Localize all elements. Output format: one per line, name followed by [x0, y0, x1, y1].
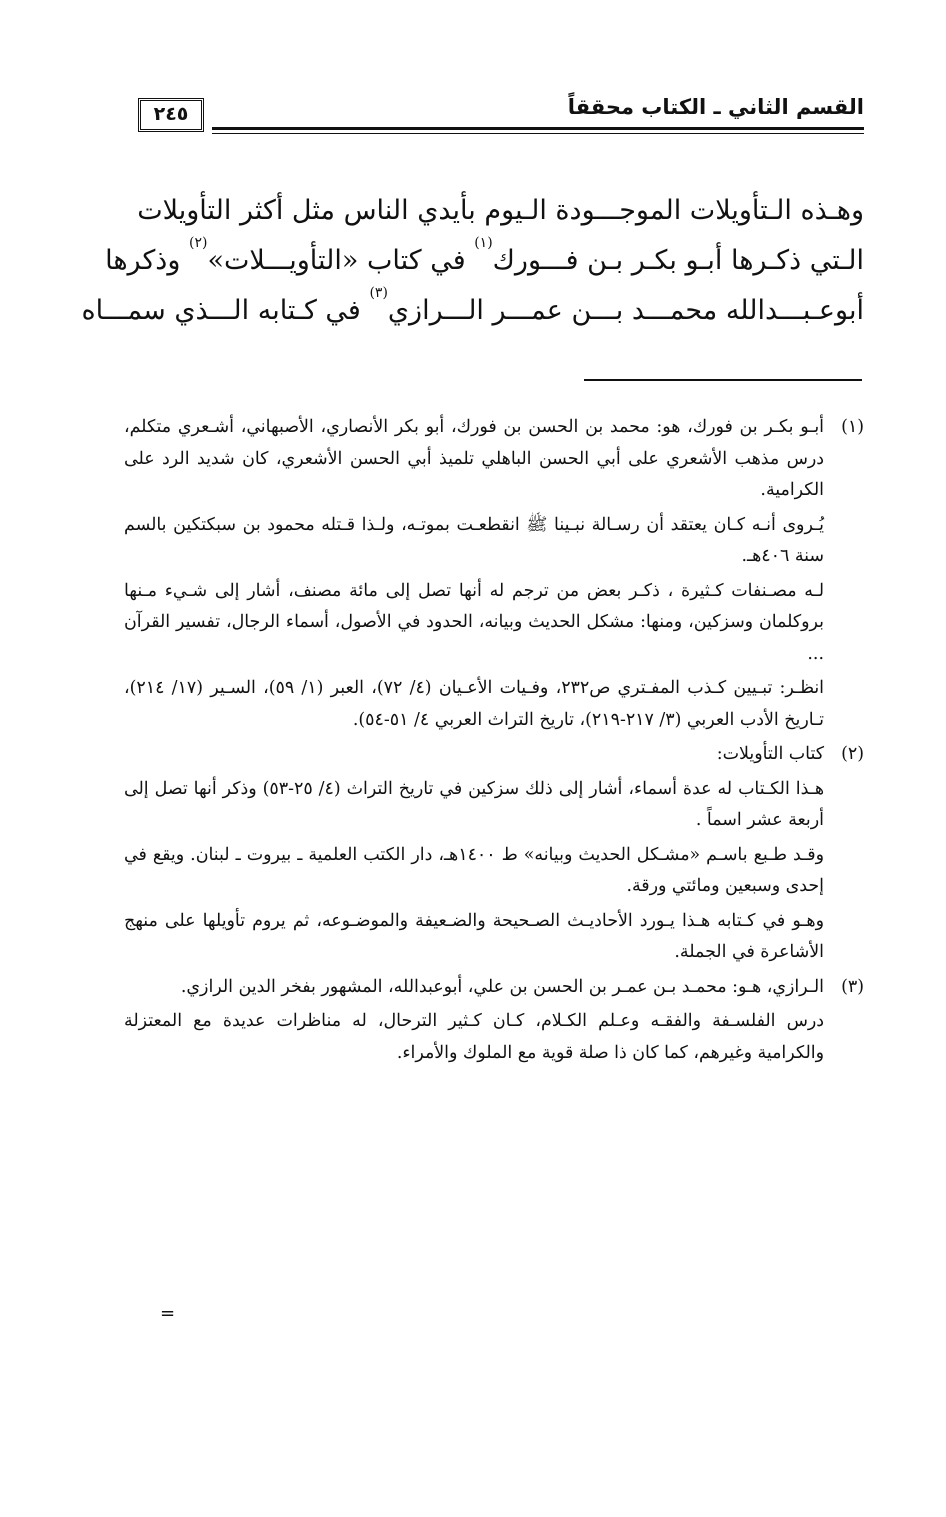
footnote-3-para-1: الـرازي، هـو: محمـد بـن عمـر بن الحسن بن علي، أبوعبدالله، المشهور بفخر الدين الرازي. [180, 976, 824, 997]
main-line-3-text-b: في كـتابه الـــذي سمـــاه [81, 295, 370, 326]
main-line-1-text: وهـذه الـتأويلات الموجـــودة الـيوم بأيدي الناس مثل أكثر التأويلات [137, 195, 864, 226]
main-line-1 [137, 186, 864, 236]
page-number: ٢٤٥ [138, 98, 204, 132]
footnote-1 [124, 412, 864, 736]
footnote-3-marker: (٣) [841, 976, 864, 997]
header-rule [212, 127, 864, 130]
footnote-ref-2: (٢) [188, 235, 208, 251]
footnote-3-para-2: درس الفلسـفة والفقـه وعـلم الكـلام، كـان كـثير الترحال، له مناظرات عديدة مع المعتزلة والكرامية وغيرهم، كما كان ذا صلة قوية مع الملوك والأمراء. [124, 1011, 824, 1063]
footnote-2-para-2: هـذا الكـتاب له عدة أسماء، أشار إلى ذلك سزكين في تاريخ التراث (٤/ ٢٥-٥٣) وذكر أنها تصل إلى أربعة عشر اسماً . [124, 778, 825, 830]
header-rule-thin [212, 133, 864, 134]
footnote-separator [584, 379, 862, 381]
footnote-3 [124, 972, 864, 1070]
main-line-2-text-c: وذكرها [105, 245, 189, 276]
footnote-2-marker: (٢) [841, 744, 864, 764]
main-line-2 [105, 235, 864, 286]
footnote-1-para-3: لـه مصـنفات كـثيرة ، ذكـر بعض من ترجم له أنها تصل إلى مائة مصنف، أشار إلى شـيء مـنها بروكلمان وسزكين، ومنها: مشكل الحديث وبيانه، الحدود في الأصول، أسماء الرجال، تفسير القرآن ... [124, 580, 824, 664]
footnotes [124, 412, 864, 1072]
running-title: القسم الثاني ـ الكتاب محققاً [567, 95, 864, 119]
footnote-ref-1: (١) [474, 235, 493, 251]
footnote-2-para-4: وهـو في كـتابه هـذا يـورد الأحاديـث الصـحيحة والضـعيفة والموضـوعه، ثم يروم تأويلها على منهج الأشاعرة في الجملة. [124, 910, 824, 962]
footnote-2 [124, 739, 864, 969]
footnote-1-para-1: أبـو بكـر بن فورك، هو: محمد بن الحسن بن فورك، أبو بكر الأنصاري، الأصبهاني، أشـعري متكلم، درس مذهب الأشعري على أبي الحسن الباهلي تلميذ أبي الحسن الأشعري، كان شديد الرد على الكرامية. [124, 417, 824, 500]
main-line-3-text-a: أبوعـبـــدالله محمـــد بـــن عمـــر الـــرازي [387, 295, 864, 326]
footnote-2-para-3: وقـد طـبع باسـم «مشـكل الحديث وبيانه» ط ١٤٠٠هـ، دار الكتب العلمية ـ بيروت ـ لبنان. ويقع في إحدى وسبعين ومائتي ورقة. [124, 844, 824, 896]
main-line-2-text-b: في كتاب «التأويـــلات» [207, 245, 475, 276]
footnote-ref-3: (٣) [369, 285, 388, 301]
main-line-3 [81, 285, 864, 336]
main-line-2-text-a: الـتي ذكـرها أبـو بكـر بـن فـــورك [492, 245, 864, 276]
footnote-1-para-4: انظـر: تبـيين كـذب المفـتري ص٢٣٢، وفـيات الأعـيان (٤/ ٧٢)، العبر (١/ ٥٩)، السـير (١٧/ ٢١٤)، تـاريخ الأدب العربي (٣/ ٢١٧-٢١٩)، تاريخ التراث العربي ٤/ ٥١-٥٤). [124, 678, 825, 730]
page-header [138, 94, 864, 140]
continuation-mark: = [160, 1303, 176, 1324]
footnote-1-para-2: يُـروى أنـه كـان يعتقد أن رسـالة نبـينا ﷺ انقطعـت بموتـه، ولـذا قـتله محمود بن سبكتكين بالسم سنة ٤٠٦هـ. [124, 514, 824, 566]
footnote-1-marker: (١) [841, 417, 864, 437]
footnote-2-para-1: كتاب التأويلات: [716, 744, 824, 764]
main-paragraph [81, 186, 864, 336]
